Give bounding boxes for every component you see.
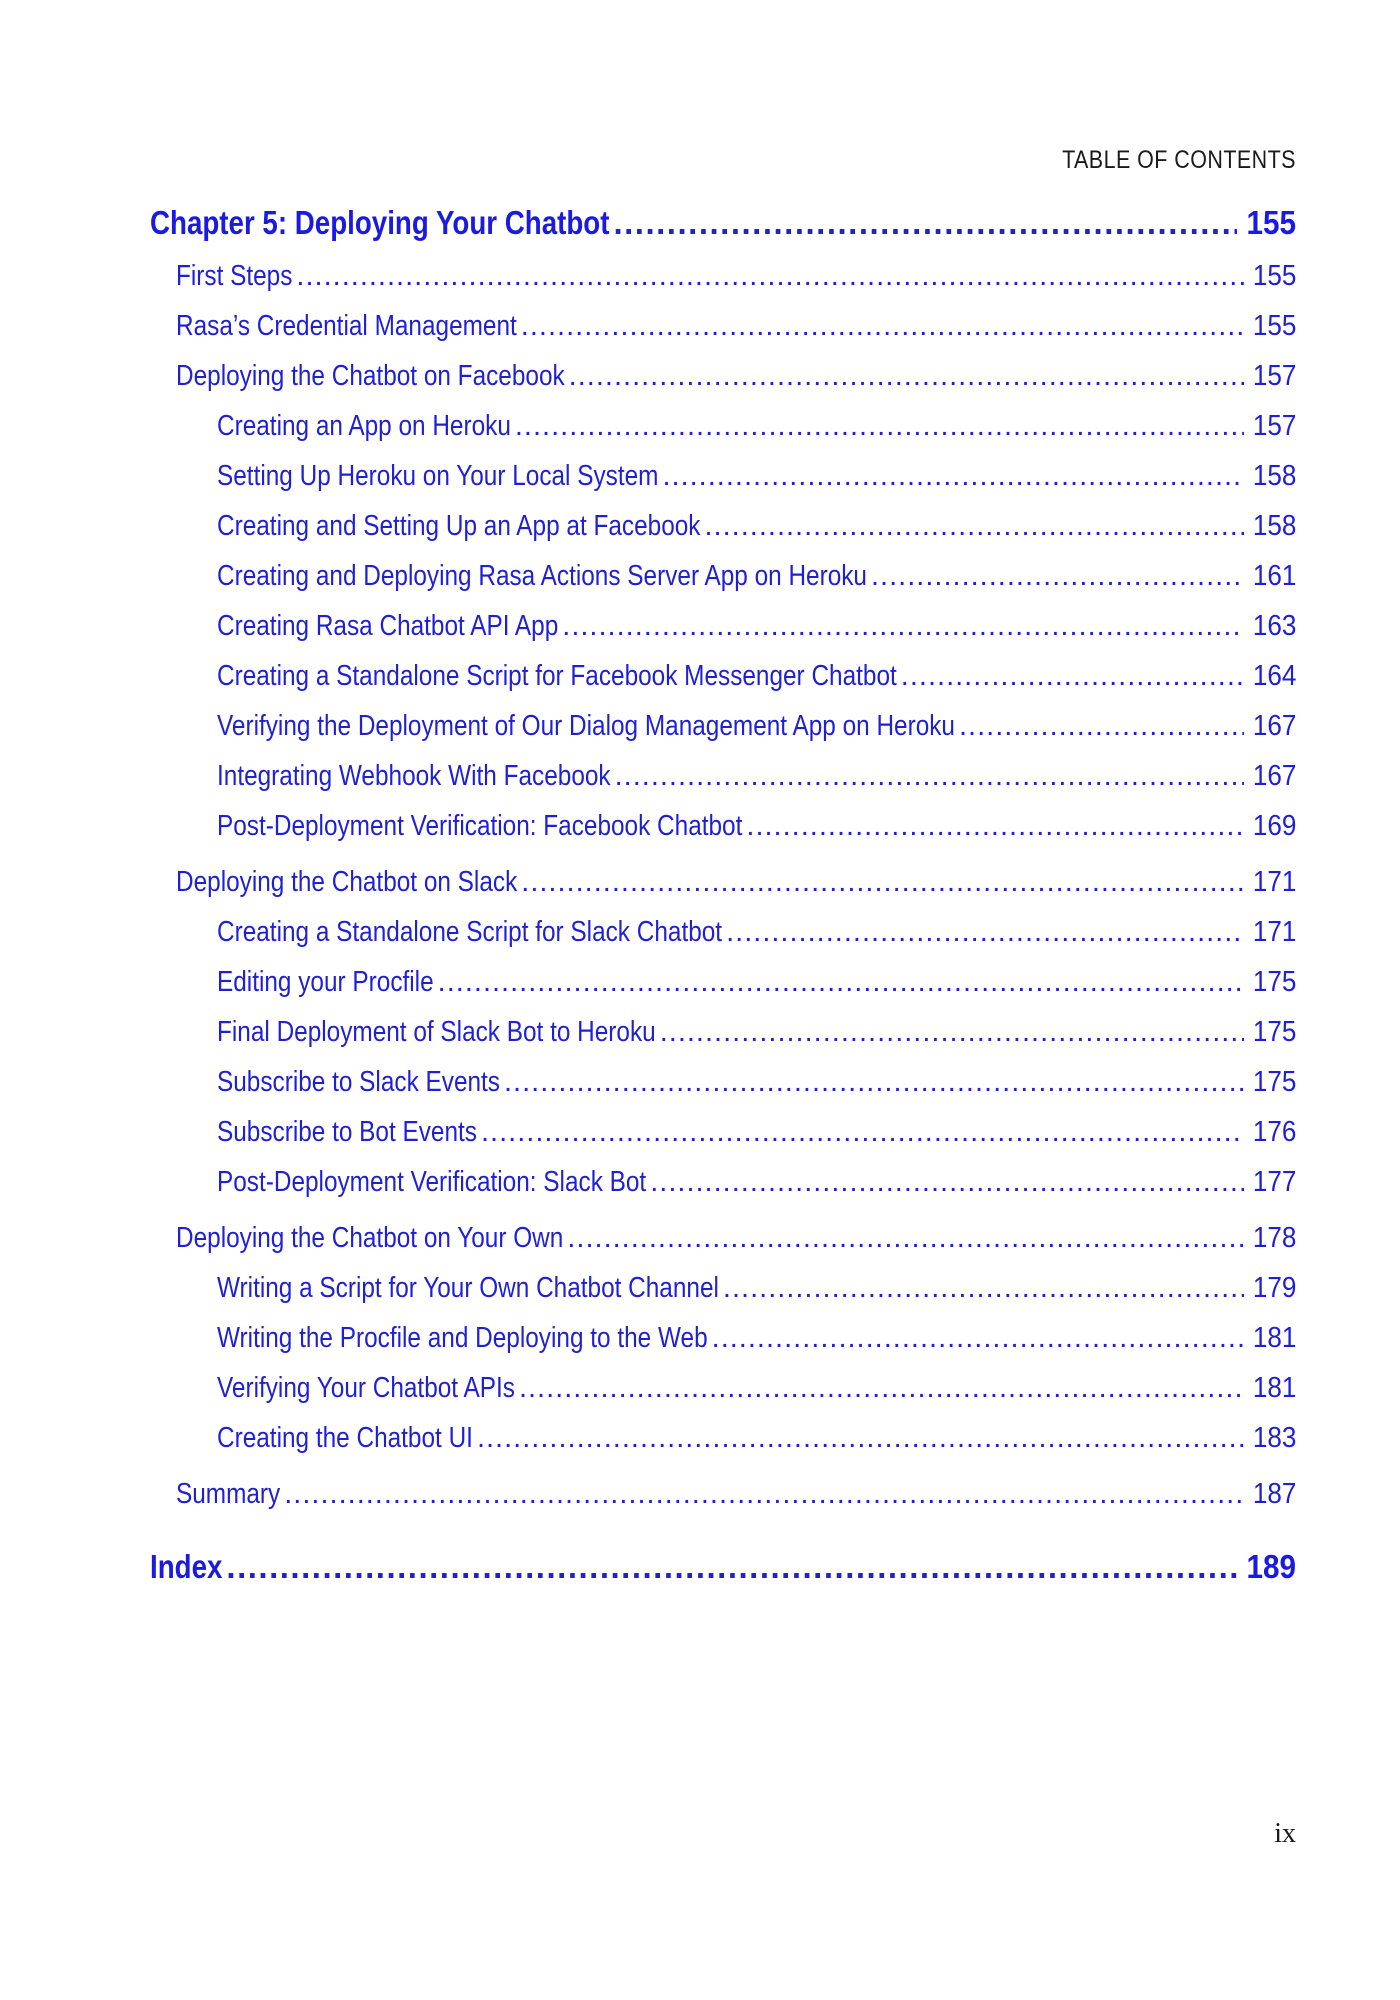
toc-entry-page: 189 (1246, 1548, 1296, 1585)
toc-subsection-entry[interactable] (150, 660, 1296, 710)
toc-entry-page: 181 (1252, 1322, 1296, 1354)
toc-dot-leader (284, 1478, 1243, 1511)
toc-dot-leader (704, 510, 1243, 543)
toc-subsection-entry[interactable] (150, 1422, 1296, 1472)
toc-dot-leader (650, 1166, 1243, 1199)
toc-entry-page: 167 (1252, 710, 1296, 742)
toc-entry-title: Creating a Standalone Script for Facebook Messenger Chatbot (217, 660, 897, 692)
toc-dot-leader (521, 310, 1244, 343)
toc-dot-leader (723, 1272, 1244, 1305)
toc-subsection-entry[interactable] (150, 1016, 1296, 1066)
toc-subsection-entry[interactable] (150, 1322, 1296, 1372)
toc-subsection-entry[interactable] (150, 610, 1296, 660)
toc-entry-page: 155 (1252, 260, 1296, 292)
toc-subsection-entry[interactable] (150, 460, 1296, 510)
toc-dot-leader (226, 1548, 1237, 1586)
toc-dot-leader (481, 1116, 1244, 1149)
toc-section-entry[interactable] (150, 360, 1296, 410)
page-number: ix (1274, 1818, 1296, 1849)
toc-entry-page: 171 (1252, 916, 1296, 948)
toc-entry-page: 163 (1252, 610, 1296, 642)
toc-dot-leader (438, 966, 1244, 999)
toc-section-entry[interactable] (150, 310, 1296, 360)
toc-entry-title: Creating Rasa Chatbot API App (217, 610, 559, 642)
toc-entry-title: Integrating Webhook With Facebook (217, 760, 611, 792)
toc-subsection-entry[interactable] (150, 1066, 1296, 1116)
toc-entry-title: Post-Deployment Verification: Slack Bot (217, 1166, 647, 1198)
toc-subsection-entry[interactable] (150, 1372, 1296, 1422)
toc-dot-leader (660, 1016, 1244, 1049)
toc-dot-leader (871, 560, 1244, 593)
toc-dot-leader (519, 1372, 1244, 1405)
toc-dot-leader (504, 1066, 1244, 1099)
toc-entry-title: Creating an App on Heroku (217, 410, 511, 442)
toc-entry-page: 177 (1252, 1166, 1296, 1198)
toc-entry-page: 158 (1252, 510, 1296, 542)
toc-entry-title: Writing the Procfile and Deploying to the Web (217, 1322, 708, 1354)
toc-dot-leader (515, 410, 1244, 443)
toc-entry-page: 158 (1252, 460, 1296, 492)
table-of-contents (150, 204, 1296, 1598)
toc-subsection-entry[interactable] (150, 810, 1296, 860)
toc-dot-leader (613, 204, 1236, 242)
toc-entry-page: 169 (1252, 810, 1296, 842)
toc-entry-title: Verifying the Deployment of Our Dialog Management App on Heroku (217, 710, 955, 742)
toc-entry-title: Setting Up Heroku on Your Local System (217, 460, 659, 492)
toc-dot-leader (477, 1422, 1244, 1455)
toc-entry-title: Index (150, 1548, 223, 1585)
toc-subsection-entry[interactable] (150, 1272, 1296, 1322)
toc-subsection-entry[interactable] (150, 1116, 1296, 1166)
toc-dot-leader (746, 810, 1243, 843)
toc-subsection-entry[interactable] (150, 410, 1296, 460)
toc-entry-page: 155 (1252, 310, 1296, 342)
toc-entry-title: Creating and Deploying Rasa Actions Server App on Heroku (217, 560, 867, 592)
toc-entry-page: 157 (1252, 410, 1296, 442)
toc-entry-title: Writing a Script for Your Own Chatbot Channel (217, 1272, 719, 1304)
toc-entry-title: Creating and Setting Up an App at Facebook (217, 510, 701, 542)
toc-dot-leader (521, 866, 1243, 899)
toc-subsection-entry[interactable] (150, 916, 1296, 966)
toc-entry-page: 187 (1252, 1478, 1296, 1510)
toc-subsection-entry[interactable] (150, 510, 1296, 560)
toc-entry-title: Subscribe to Slack Events (217, 1066, 500, 1098)
toc-dot-leader (296, 260, 1243, 293)
toc-entry-page: 176 (1252, 1116, 1296, 1148)
toc-subsection-entry[interactable] (150, 560, 1296, 610)
toc-section-entry[interactable] (150, 1478, 1296, 1528)
toc-entry-page: 167 (1252, 760, 1296, 792)
toc-dot-leader (562, 610, 1243, 643)
toc-entry-page: 175 (1252, 1016, 1296, 1048)
toc-entry-page: 175 (1252, 966, 1296, 998)
toc-entry-title: Summary (176, 1478, 281, 1510)
toc-section-entry[interactable] (150, 866, 1296, 916)
toc-dot-leader (567, 1222, 1243, 1255)
toc-dot-leader (712, 1322, 1244, 1355)
toc-entry-title: Deploying the Chatbot on Facebook (176, 360, 565, 392)
toc-entry-page: 157 (1252, 360, 1296, 392)
toc-entry-page: 171 (1252, 866, 1296, 898)
toc-entry-title: Chapter 5: Deploying Your Chatbot (150, 204, 610, 241)
toc-entry-title: Verifying Your Chatbot APIs (217, 1372, 515, 1404)
toc-entry-title: First Steps (176, 260, 293, 292)
toc-entry-title: Deploying the Chatbot on Slack (176, 866, 518, 898)
toc-entry-title: Rasa’s Credential Management (176, 310, 517, 342)
toc-entry-page: 164 (1252, 660, 1296, 692)
toc-entry-page: 161 (1252, 560, 1296, 592)
toc-subsection-entry[interactable] (150, 966, 1296, 1016)
toc-entry-title: Subscribe to Bot Events (217, 1116, 477, 1148)
toc-entry-page: 179 (1252, 1272, 1296, 1304)
toc-dot-leader (726, 916, 1244, 949)
toc-entry-title: Editing your Procfile (217, 966, 434, 998)
toc-entry-page: 181 (1252, 1372, 1296, 1404)
toc-entry-page: 178 (1252, 1222, 1296, 1254)
toc-section-entry[interactable] (150, 260, 1296, 310)
toc-entry-title: Final Deployment of Slack Bot to Heroku (217, 1016, 656, 1048)
toc-entry-page: 175 (1252, 1066, 1296, 1098)
toc-dot-leader (662, 460, 1243, 493)
toc-entry-title: Deploying the Chatbot on Your Own (176, 1222, 564, 1254)
toc-entry-page: 183 (1252, 1422, 1296, 1454)
toc-chapter-entry[interactable] (150, 1548, 1296, 1598)
toc-chapter-entry[interactable] (150, 204, 1296, 254)
toc-entry-title: Post-Deployment Verification: Facebook Chatbot (217, 810, 743, 842)
toc-dot-leader (569, 360, 1244, 393)
toc-dot-leader (615, 760, 1244, 793)
running-head: TABLE OF CONTENTS (1062, 146, 1296, 174)
toc-section-entry[interactable] (150, 1222, 1296, 1272)
toc-entry-page: 155 (1246, 204, 1296, 241)
toc-dot-leader (959, 710, 1244, 743)
toc-entry-title: Creating a Standalone Script for Slack Chatbot (217, 916, 723, 948)
toc-entry-title: Creating the Chatbot UI (217, 1422, 473, 1454)
toc-dot-leader (901, 660, 1244, 693)
toc-subsection-entry[interactable] (150, 1166, 1296, 1216)
toc-subsection-entry[interactable] (150, 710, 1296, 760)
toc-subsection-entry[interactable] (150, 760, 1296, 810)
